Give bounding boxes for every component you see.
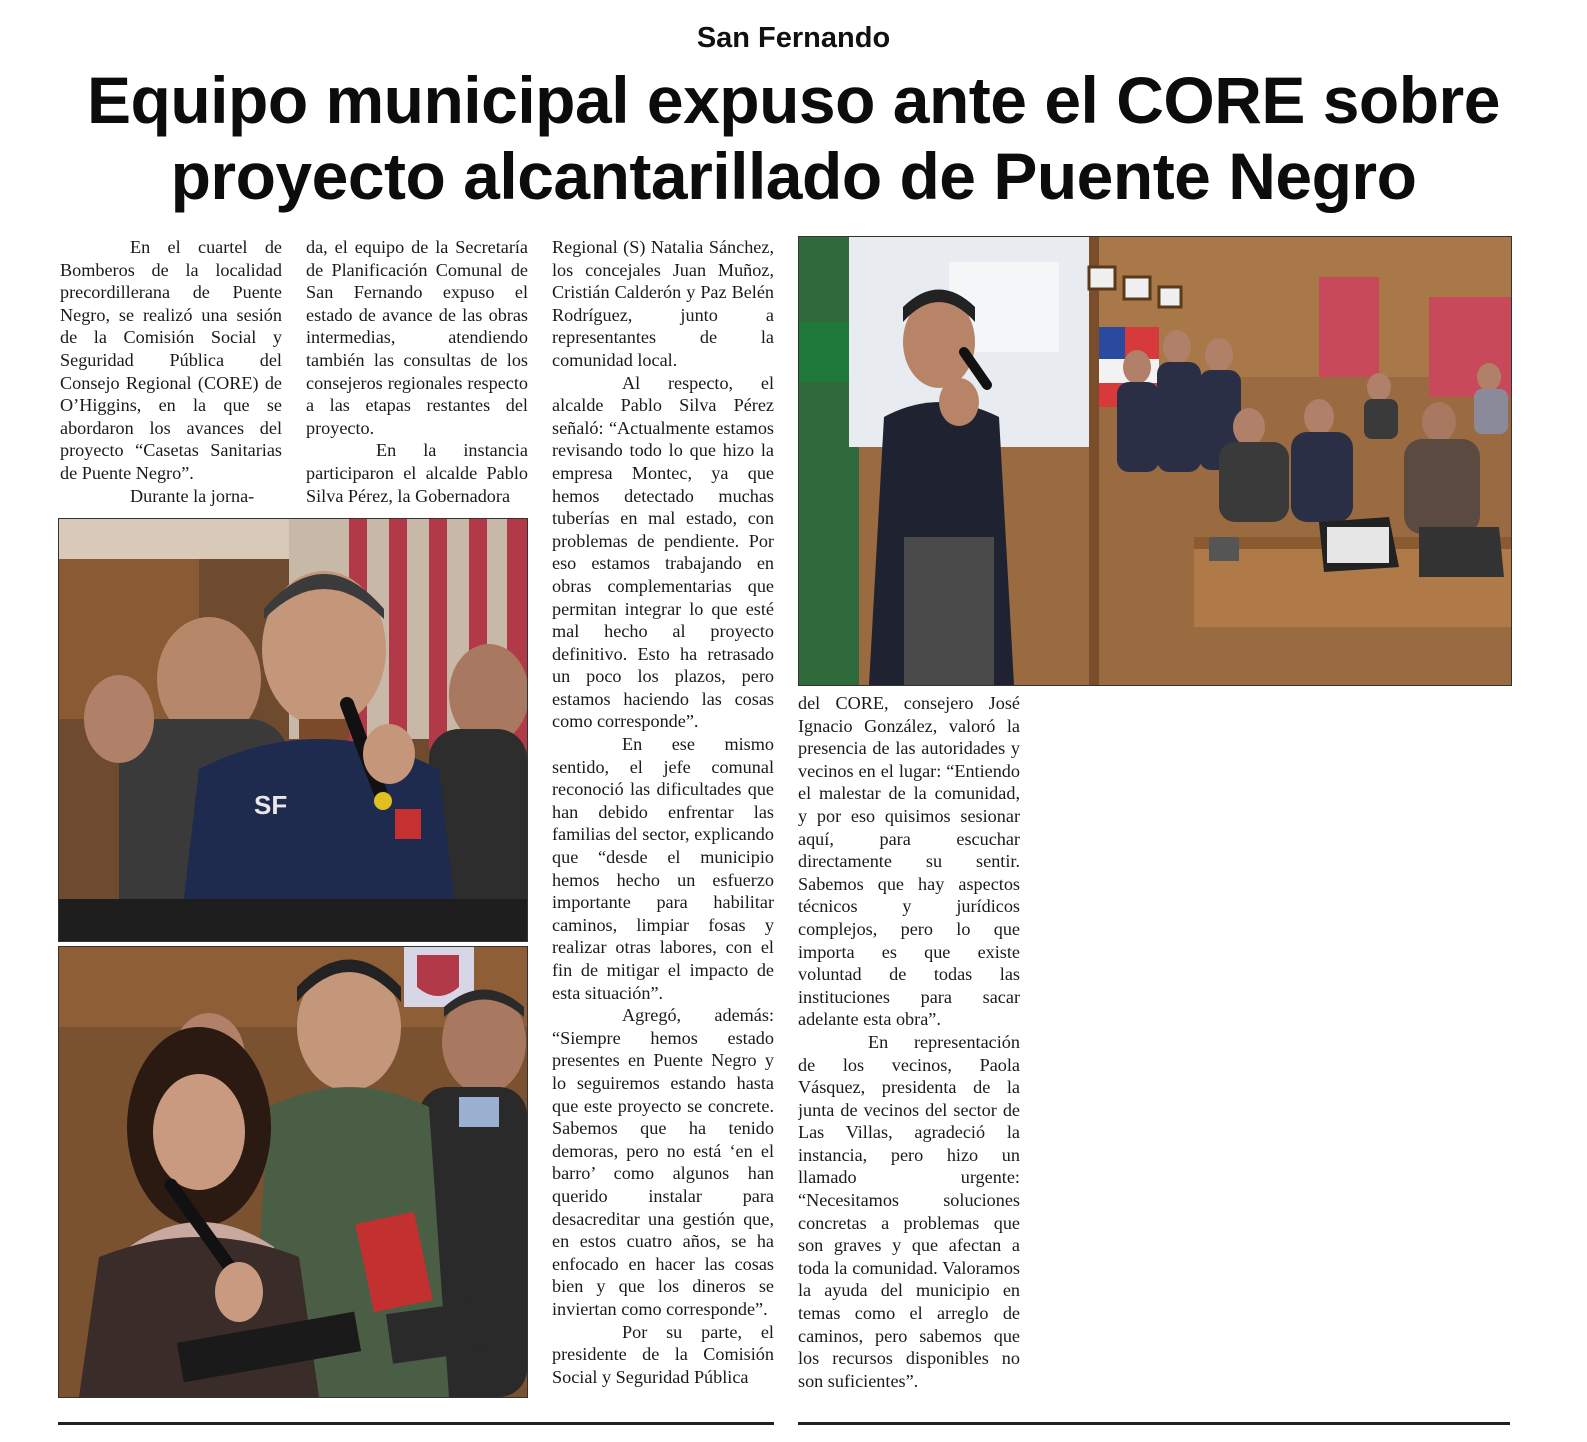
photo-presentation-room [798, 236, 1512, 686]
headline: Equipo municipal expuso ante el CORE sobre proyecto alcantarillado de Puente Negro [87, 63, 1500, 213]
paragraph: Durante la jorna- [130, 485, 255, 506]
bottom-rule [58, 1422, 774, 1425]
paragraph: del CORE, consejero José Ignacio González, valoró la presencia de las autoridades y vecinos en el lugar: “Entiendo el malestar de la comunidad, y por eso quisimos sesionar aquí, para escuchar directamente su sentir. Sabemos que hay aspectos técnicos y jurídicos complejos, pero lo que importa es que existe voluntad de todas las instituciones para sacar adelante esta obra”. [798, 693, 1020, 1030]
paragraph: En ese mismo sentido, el jefe comunal reconoció las dificultades que han debido enfrentar las familias del sector, explicando que “desde el municipio hemos hecho un esfuerzo importante para habilitar caminos, limpiar fosas y realizar otras labores, con el fin de mitigar el impacto de esta situación”. [552, 734, 774, 1003]
article-column-4 [798, 692, 1020, 1404]
bottom-rule [798, 1422, 1510, 1425]
paragraph: En la instancia participaron el alcalde Pablo Silva Pérez, la Gobernadora [306, 440, 528, 506]
paragraph: Por su parte, el presidente de la Comisión Social y Seguridad Pública [552, 1321, 774, 1387]
photo-woman-speaking [58, 946, 528, 1398]
photo-man-speaking [58, 518, 528, 942]
article-column-2 [306, 236, 528, 514]
jacket-logo-text: SF [254, 790, 288, 820]
section-kicker: San Fernando [696, 22, 891, 54]
paragraph: En representación de los vecinos, Paola Vásquez, presidenta de la junta de vecinos del sector de Las Villas, agradeció la instancia, pero hizo un llamado urgente: “Necesitamos soluciones concretas a problemas que son graves y que afectan a toda la comunidad. Valoramos la ayuda del municipio en temas como el arreglo de caminos, pero sabemos que los recursos disponibles no son suficientes”. [798, 1031, 1020, 1391]
paragraph: Regional (S) Natalia Sánchez, los concejales Juan Muñoz, Cristián Calderón y Paz Belén Rodríguez, junto a representantes de la comunidad local. [552, 237, 774, 370]
paragraph: En el cuartel de Bomberos de la localidad precordillerana de Puente Negro, se realizó una sesión de la Comisión Social y Seguridad Pública del Consejo Regional (CORE) de O’Higgins, en la que se abordaron los avances del proyecto “Casetas Sanitarias de Puente Negro”. [60, 237, 282, 483]
paragraph: Agregó, además: “Siempre hemos estado presentes en Puente Negro y lo seguiremos estando hasta que este proyecto se concrete. Sabemos que ha tenido demoras, pero no está ‘en el barro’ como algunos han querido instalar para desacreditar una gestión que, en estos cuatro años, se ha enfocado en hacer las cosas bien y que los dineros se inviertan como corresponde”. [552, 1005, 774, 1319]
article-column-1 [60, 236, 282, 514]
paragraph: Al respecto, el alcalde Pablo Silva Pérez señaló: “Actualmente estamos revisando todo lo que hizo la empresa Montec, ya que hemos detectado muchas tuberías en mal estado, con problemas de pendiente. Por eso estamos trabajando en obras complementarias que permitan integrar lo que esté mal hecho al proyecto definitivo. Esto ha retrasado un poco los plazos, pero estamos haciendo las cosas como corresponde”. [552, 372, 774, 732]
article-column-3 [552, 236, 774, 1404]
paragraph: da, el equipo de la Secretaría de Planificación Comunal de San Fernando expuso el estado de avance de las obras intermedias, atendiendo también las consultas de los consejeros regionales respecto a las etapas restantes del proyecto. [306, 237, 528, 438]
